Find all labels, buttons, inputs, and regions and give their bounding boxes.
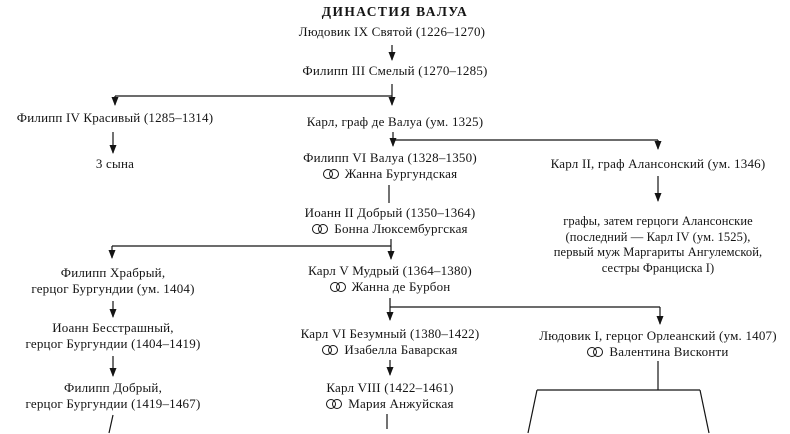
node-philip-bold-line1: Филипп Храбрый, xyxy=(60,265,166,280)
node-louis-orleans xyxy=(508,328,790,360)
spouse-jeanne-burgundy xyxy=(240,166,540,182)
note-line: (последний — Карл IV (ум. 1525), xyxy=(565,229,751,244)
marriage-icon xyxy=(322,345,338,355)
node-charles-ii-alencon: Карл II, граф Алансонский (ум. 1346) xyxy=(550,156,766,171)
node-charles-vi xyxy=(240,326,540,358)
node-john-fearless-line2: герцог Бургундии (1404–1419) xyxy=(25,336,201,351)
node-philip-vi-name: Филипп VI Валуа (1328–1350) xyxy=(303,150,477,165)
diagram-title: ДИНАСТИЯ ВАЛУА xyxy=(321,4,469,19)
node-charles-vi-name: Карл VI Безумный (1380–1422) xyxy=(300,326,480,341)
node-charles-viii xyxy=(240,380,540,412)
node-louis-orleans-name: Людовик I, герцог Орлеанский (ум. 1407) xyxy=(539,328,777,343)
spouse-name: Жанна Бургундская xyxy=(344,166,458,181)
spouse-valentina-visconti xyxy=(508,344,790,360)
note-line: первый муж Маргариты Ангулемской, xyxy=(553,245,763,259)
marriage-icon xyxy=(323,169,339,179)
node-john-ii-name: Иоанн II Добрый (1350–1364) xyxy=(304,205,476,220)
node-three-sons: 3 сына xyxy=(95,156,135,171)
alencon-descendants-note xyxy=(508,214,790,276)
marriage-icon xyxy=(326,399,342,409)
node-john-fearless xyxy=(3,320,223,352)
node-charles-viii-name: Карл VIII (1422–1461) xyxy=(326,380,454,395)
spouse-isabella-bavaria xyxy=(240,342,540,358)
node-philip-iii: Филипп III Смелый (1270–1285) xyxy=(302,63,488,78)
node-philip-bold xyxy=(3,265,223,297)
spouse-bonne-luxembourg xyxy=(240,221,540,237)
node-philip-good-line1: Филипп Добрый, xyxy=(63,380,163,395)
node-louis-ix: Людовик IX Святой (1226–1270) xyxy=(298,24,486,39)
node-john-fearless-line1: Иоанн Бесстрашный, xyxy=(52,320,174,335)
node-charles-valois: Карл, граф де Валуа (ум. 1325) xyxy=(306,114,484,129)
marriage-icon xyxy=(587,347,603,357)
node-philip-vi xyxy=(240,150,540,182)
note-line: графы, затем герцоги Алансонские xyxy=(563,214,753,228)
marriage-icon xyxy=(312,224,328,234)
node-john-ii xyxy=(240,205,540,237)
marriage-icon xyxy=(330,282,346,292)
spouse-marie-anjou xyxy=(240,396,540,412)
spouse-name: Бонна Люксембургская xyxy=(334,221,468,236)
node-philip-good xyxy=(3,380,223,412)
spouse-name: Жанна де Бурбон xyxy=(351,279,451,294)
node-charles-v-name: Карл V Мудрый (1364–1380) xyxy=(308,263,472,278)
node-philip-iv: Филипп IV Красивый (1285–1314) xyxy=(16,110,214,125)
note-line: сестры Франциска I) xyxy=(601,260,715,275)
spouse-name: Мария Анжуйская xyxy=(348,396,454,411)
node-philip-good-line2: герцог Бургундии (1419–1467) xyxy=(25,396,201,411)
node-philip-bold-line2: герцог Бургундии (ум. 1404) xyxy=(31,281,195,296)
spouse-name: Валентина Висконти xyxy=(609,344,729,359)
spouse-jeanne-bourbon xyxy=(240,279,540,295)
spouse-name: Изабелла Баварская xyxy=(344,342,458,357)
node-charles-v xyxy=(240,263,540,295)
